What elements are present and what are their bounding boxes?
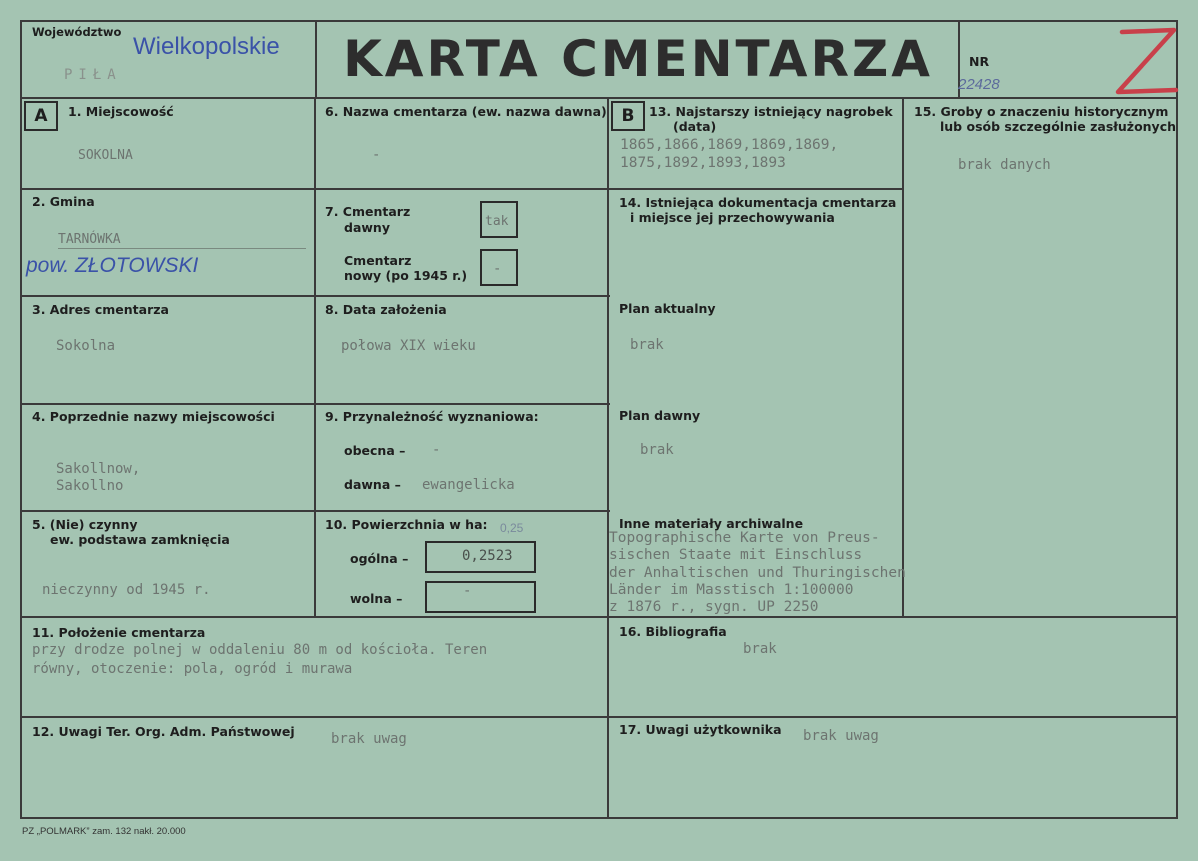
field-9-obecna-value: -: [432, 442, 441, 458]
field-2-value: TARNÓWKA: [58, 232, 121, 247]
wojewodztwo-typed: PIŁA: [64, 67, 122, 83]
field-7-dawny-label-2: dawny: [344, 220, 390, 235]
field-13-line1: 1865,1866,1869,1869,1869,: [620, 137, 839, 153]
rule-left: [20, 20, 22, 819]
rule-row5: [20, 616, 1178, 618]
field-1-value: SOKOLNA: [78, 148, 133, 163]
field-10-wolna-box: [425, 581, 536, 613]
field-13-line2: 1875,1892,1893,1893: [620, 155, 786, 171]
red-z-mark: [1110, 24, 1180, 98]
field-10-wolna-label: wolna –: [350, 591, 403, 606]
field-15-label-line1: 15. Groby o znaczeniu historycznym: [914, 104, 1169, 119]
inne-materialy-label: Inne materiały archiwalne: [619, 516, 804, 531]
field-12-value: brak uwag: [331, 731, 407, 747]
wojewodztwo-stamp: Wielkopolskie: [133, 33, 280, 60]
rule-row6: [20, 716, 1178, 718]
field-9-dawna-value: ewangelicka: [422, 477, 515, 493]
field-6-label: 6. Nazwa cmentarza (ew. nazwa dawna): [325, 104, 607, 119]
field-11-label: 11. Położenie cmentarza: [32, 625, 206, 640]
field-5-value: nieczynny od 1945 r.: [42, 582, 211, 598]
rule-col-a: [314, 97, 316, 618]
field-17-label: 17. Uwagi użytkownika: [619, 722, 782, 737]
inne-line5: z 1876 r., sygn. UP 2250: [609, 599, 819, 615]
field-6-value: -: [372, 147, 381, 163]
field-4-value-line2: Sakollno: [56, 478, 124, 494]
rule-row1: [20, 188, 902, 190]
field-10-handwritten: 0,25: [500, 521, 524, 535]
field-2-underline: [58, 248, 306, 249]
printer-imprint: PZ „POLMARK” zam. 132 nakł. 20.000: [22, 826, 186, 837]
field-9-obecna-label: obecna –: [344, 443, 406, 458]
field-9-label: 9. Przynależność wyznaniowa:: [325, 409, 539, 424]
wojewodztwo-label: Województwo: [32, 25, 122, 39]
field-8-label: 8. Data założenia: [325, 302, 447, 317]
plan-aktualny-value: brak: [630, 337, 664, 353]
rule-top: [20, 20, 1178, 22]
field-1-label: 1. Miejscowość: [68, 104, 174, 119]
page-title: KARTA CMENTARZA: [343, 30, 933, 88]
field-11-line2: równy, otoczenie: pola, ogród i murawa: [32, 661, 353, 677]
field-2-label: 2. Gmina: [32, 194, 95, 209]
field-5-label-line2: ew. podstawa zamknięcia: [50, 532, 230, 547]
field-7-dawny-value: tak: [485, 214, 509, 229]
rule-header-bottom: [20, 97, 1178, 99]
rule-header-col1: [315, 20, 317, 99]
rule-col-b: [902, 97, 904, 618]
inne-line3: der Anhaltischen und Thuringischen: [609, 565, 906, 581]
field-7-nowy-label-1: Cmentarz: [344, 253, 412, 268]
field-15-label-line2: lub osób szczególnie zasłużonych: [940, 119, 1177, 134]
field-10-wolna-value: -: [463, 583, 472, 599]
rule-bottom: [20, 817, 1178, 819]
inne-line1: Topographische Karte von Preus-: [609, 530, 880, 546]
field-5-label-line1: 5. (Nie) czynny: [32, 517, 138, 532]
field-4-value-line1: Sakollnow,: [56, 461, 141, 477]
field-7-dawny-label-1: 7. Cmentarz: [325, 204, 411, 219]
plan-dawny-value: brak: [640, 442, 674, 458]
field-3-label: 3. Adres cmentarza: [32, 302, 169, 317]
field-10-ogolna-label: ogólna –: [350, 551, 409, 566]
field-17-value: brak uwag: [803, 728, 879, 744]
field-7-nowy-value: -: [493, 261, 502, 277]
rule-col-mid: [607, 97, 609, 819]
field-11-line1: przy drodze polnej w oddaleniu 80 m od kościoła. Teren: [32, 642, 488, 658]
field-2-handwritten: pow. ZŁOTOWSKI: [26, 254, 199, 277]
field-13-label-line2: (data): [673, 119, 717, 134]
field-14-label-line2: i miejsce jej przechowywania: [630, 210, 835, 225]
field-9-dawna-label: dawna –: [344, 477, 401, 492]
field-15-value: brak danych: [958, 157, 1051, 173]
field-12-label: 12. Uwagi Ter. Org. Adm. Państwowej: [32, 724, 295, 739]
section-a-letter: A: [24, 101, 58, 131]
field-8-value: połowa XIX wieku: [341, 338, 476, 354]
nr-value: 22428: [958, 76, 1000, 93]
section-b-letter: B: [611, 101, 645, 131]
inne-line2: sischen Staate mit Einschluss: [609, 547, 863, 563]
rule-right: [1176, 20, 1178, 819]
field-13-label-line1: 13. Najstarszy istniejący nagrobek: [649, 104, 893, 119]
field-14-label-line1: 14. Istniejąca dokumentacja cmentarza: [619, 195, 897, 210]
field-10-ogolna-value: 0,2523: [462, 548, 513, 564]
inne-line4: Länder im Masstisch 1:100000: [609, 582, 854, 598]
field-10-label: 10. Powierzchnia w ha:: [325, 517, 488, 532]
plan-dawny-label: Plan dawny: [619, 408, 701, 423]
field-4-label: 4. Poprzednie nazwy miejscowości: [32, 409, 275, 424]
field-7-nowy-label-2: nowy (po 1945 r.): [344, 268, 468, 283]
plan-aktualny-label: Plan aktualny: [619, 301, 716, 316]
nr-label: NR: [969, 54, 990, 69]
field-16-label: 16. Bibliografia: [619, 624, 727, 639]
field-3-value: Sokolna: [56, 338, 116, 354]
field-16-value: brak: [743, 641, 777, 657]
